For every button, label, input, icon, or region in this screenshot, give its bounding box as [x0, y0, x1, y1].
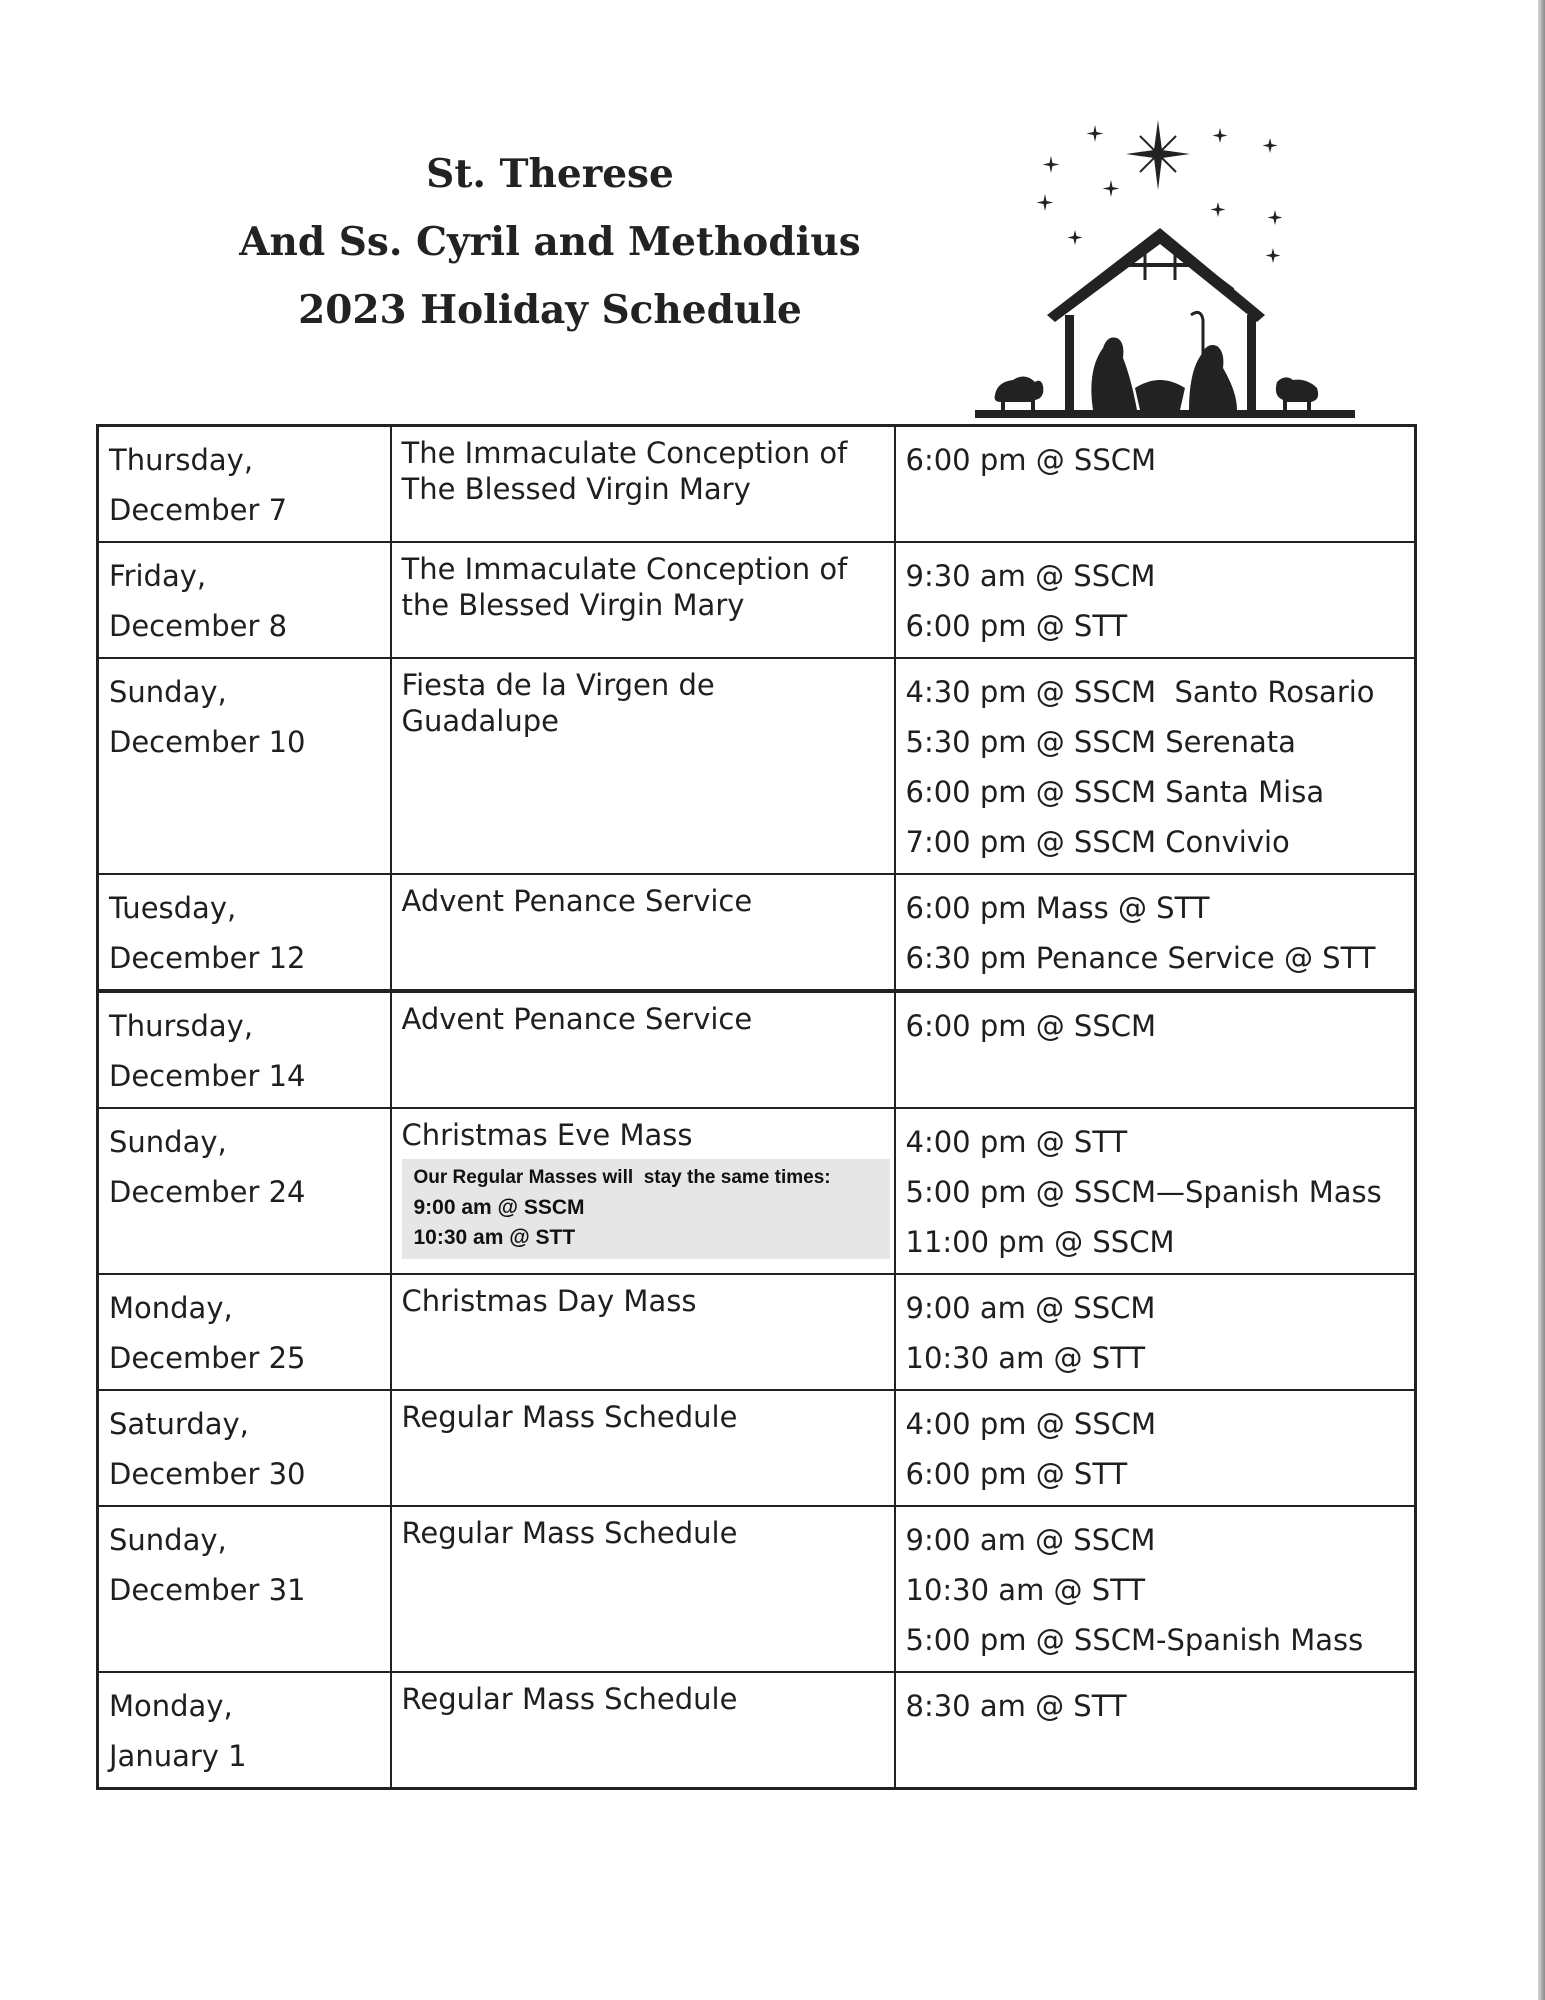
title-line-second-parish: And Ss. Cyril and Methodius [239, 219, 861, 265]
date-cell [98, 1390, 391, 1506]
date-cell [98, 542, 391, 658]
stable-roof-icon [1047, 228, 1265, 322]
day-label: Monday, [109, 1689, 233, 1723]
date-cell [98, 874, 391, 991]
table-row [98, 426, 1416, 543]
mass-time: 6:00 pm @ STT [905, 609, 1128, 643]
mass-time: 7:00 pm @ SSCM Convivio [905, 825, 1290, 859]
schedule-title [150, 140, 950, 344]
note-line: Our Regular Masses will stay the same times: [413, 1167, 831, 1188]
mass-time: 9:00 am @ SSCM [905, 1523, 1156, 1557]
mass-time: 4:30 pm @ SSCM Santo Rosario [905, 675, 1375, 709]
date-cell [98, 426, 391, 543]
mass-time: 8:30 am @ STT [905, 1689, 1127, 1723]
mass-time: 9:00 am @ SSCM [905, 1291, 1156, 1325]
note-line: 9:00 am @ SSCM [413, 1196, 585, 1219]
event-line: The Blessed Virgin Mary [401, 472, 751, 506]
date-label: December 30 [109, 1457, 306, 1491]
times-cell [895, 1274, 1416, 1390]
event-line: Christmas Day Mass [401, 1284, 697, 1318]
ground-line [975, 410, 1355, 418]
date-label: January 1 [109, 1739, 247, 1773]
date-cell [98, 1506, 391, 1672]
times-cell [895, 542, 1416, 658]
event-line: The Immaculate Conception of [401, 436, 848, 470]
table-row [98, 542, 1416, 658]
joseph-figure-icon [1189, 345, 1237, 410]
mass-time: 9:30 am @ SSCM [905, 559, 1156, 593]
page-edge-shadow [1538, 0, 1545, 2000]
times-cell [895, 1672, 1416, 1789]
table-row [98, 1390, 1416, 1506]
times-cell [895, 1390, 1416, 1506]
event-cell [391, 1108, 895, 1274]
mass-time: 5:30 pm @ SSCM Serenata [905, 725, 1296, 759]
mass-time: 4:00 pm @ SSCM [905, 1407, 1157, 1441]
day-label: Sunday, [109, 1523, 227, 1557]
day-label: Thursday, [109, 1009, 254, 1043]
date-label: December 7 [109, 493, 288, 527]
event-line: Fiesta de la Virgen de [401, 668, 715, 702]
title-line-schedule: 2023 Holiday Schedule [298, 287, 802, 333]
day-label: Sunday, [109, 675, 227, 709]
day-label: Tuesday, [109, 891, 237, 925]
mass-time: 6:30 pm Penance Service @ STT [905, 941, 1376, 975]
holiday-schedule-table [96, 424, 1417, 1790]
nativity-scene-icon [975, 110, 1355, 420]
event-line: Advent Penance Service [401, 1002, 753, 1036]
manger-icon [1135, 380, 1185, 410]
event-cell [391, 542, 895, 658]
table-row [98, 1108, 1416, 1274]
event-cell [391, 1274, 895, 1390]
day-label: Thursday, [109, 443, 254, 477]
event-line: Guadalupe [401, 704, 559, 738]
event-line: Christmas Eve Mass [401, 1118, 693, 1152]
mass-time: 6:00 pm @ STT [905, 1457, 1128, 1491]
note-line: 10:30 am @ STT [413, 1226, 576, 1249]
sheep-icon [1276, 377, 1318, 414]
table-row [98, 658, 1416, 874]
event-cell [391, 426, 895, 543]
date-label: December 12 [109, 941, 306, 975]
mass-time: 5:00 pm @ SSCM-Spanish Mass [905, 1623, 1364, 1657]
event-line: Regular Mass Schedule [401, 1682, 738, 1716]
event-line: Advent Penance Service [401, 884, 753, 918]
times-cell [895, 874, 1416, 991]
date-cell [98, 1108, 391, 1274]
event-line: Regular Mass Schedule [401, 1516, 738, 1550]
mass-time: 10:30 am @ STT [905, 1341, 1146, 1375]
event-cell [391, 991, 895, 1108]
mass-time: 10:30 am @ STT [905, 1573, 1146, 1607]
event-line: the Blessed Virgin Mary [401, 588, 745, 622]
table-row [98, 874, 1416, 991]
date-label: December 10 [109, 725, 306, 759]
date-label: December 31 [109, 1573, 306, 1607]
times-cell [895, 991, 1416, 1108]
date-cell [98, 1672, 391, 1789]
event-line: The Immaculate Conception of [401, 552, 848, 586]
date-cell [98, 991, 391, 1108]
day-label: Saturday, [109, 1407, 249, 1441]
mass-time: 6:00 pm Mass @ STT [905, 891, 1210, 925]
table-row [98, 1506, 1416, 1672]
day-label: Friday, [109, 559, 207, 593]
date-label: December 14 [109, 1059, 306, 1093]
mass-time: 5:00 pm @ SSCM—Spanish Mass [905, 1175, 1382, 1209]
date-cell [98, 658, 391, 874]
mary-figure-icon [1091, 337, 1137, 410]
times-cell [895, 426, 1416, 543]
event-cell [391, 1672, 895, 1789]
times-cell [895, 1108, 1416, 1274]
event-line: Regular Mass Schedule [401, 1400, 738, 1434]
mass-time: 6:00 pm @ SSCM [905, 443, 1157, 477]
day-label: Sunday, [109, 1125, 227, 1159]
regular-masses-note [402, 1159, 890, 1259]
times-cell [895, 1506, 1416, 1672]
day-label: Monday, [109, 1291, 233, 1325]
title-line-parish: St. Therese [426, 151, 674, 197]
times-cell [895, 658, 1416, 874]
event-cell [391, 1506, 895, 1672]
date-label: December 25 [109, 1341, 306, 1375]
table-row [98, 1672, 1416, 1789]
event-cell [391, 874, 895, 991]
event-cell [391, 1390, 895, 1506]
mass-time: 6:00 pm @ SSCM Santa Misa [905, 775, 1325, 809]
table-row [98, 991, 1416, 1108]
sheep-icon [995, 376, 1044, 414]
mass-time: 4:00 pm @ STT [905, 1125, 1128, 1159]
event-cell [391, 658, 895, 874]
mass-time: 6:00 pm @ SSCM [905, 1009, 1157, 1043]
date-cell [98, 1274, 391, 1390]
date-label: December 8 [109, 609, 288, 643]
table-row [98, 1274, 1416, 1390]
date-label: December 24 [109, 1175, 306, 1209]
mass-time: 11:00 pm @ SSCM [905, 1225, 1175, 1259]
